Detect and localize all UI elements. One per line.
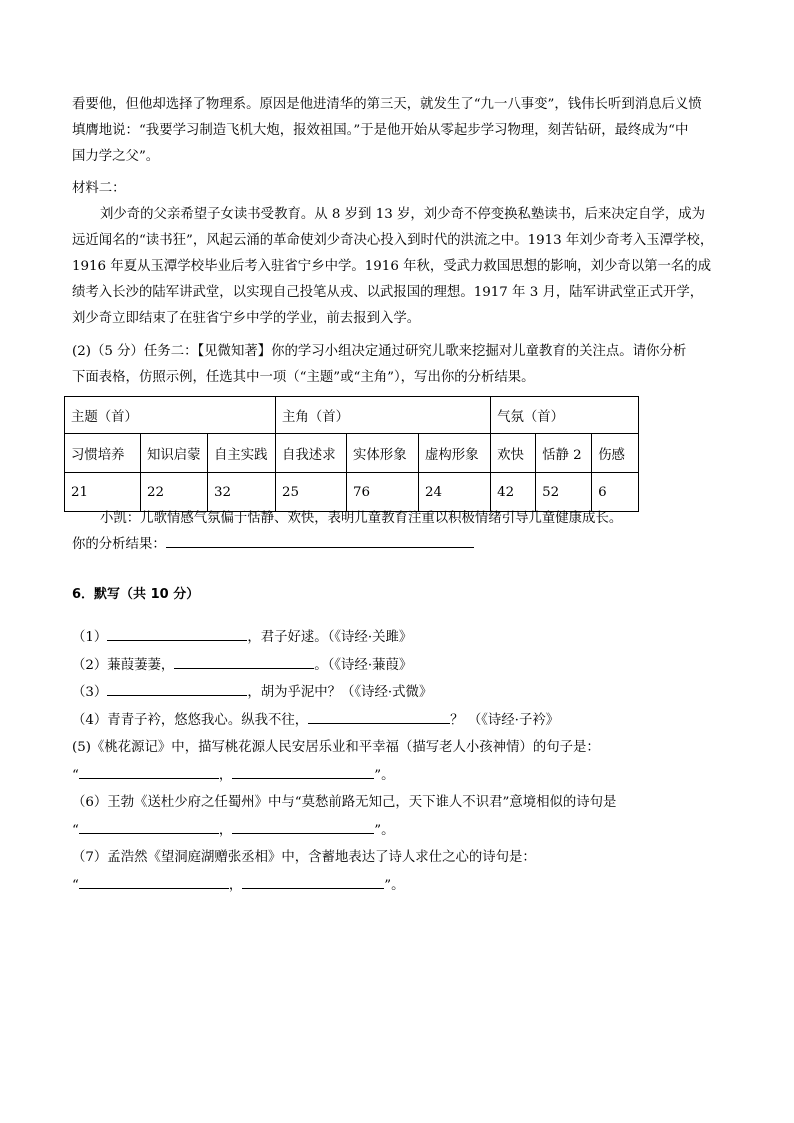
analysis-answer-blank[interactable]	[166, 533, 474, 548]
paragraph-line: 国力学之父”。	[72, 149, 160, 164]
question-6: （6）王勃《送杜少府之任蜀州》中与“莫愁前路无知己，天下谁人不识君”意境相似的诗句是	[72, 795, 617, 810]
paragraph-line: 绩考入长沙的陆军讲武堂，以实现自己投笔从戎、以武报国的理想。1917 年 3 月，陆军讲武堂正式开学，	[72, 285, 704, 300]
question-text: ，君子好逑。（《诗经·关雎》	[247, 630, 413, 645]
open-quote: “	[72, 822, 79, 838]
material-two	[72, 176, 722, 332]
answer-blank[interactable]	[308, 709, 450, 724]
paragraph-line: 看要他，但他却选择了物理系。原因是他进清华的第三天，就发生了“九一八事变”，钱伟长听到消息后义愤	[72, 97, 702, 112]
value-cell: 21	[65, 473, 141, 512]
question-5-answer	[72, 762, 722, 790]
dictation-questions	[72, 624, 722, 899]
comma: ，	[218, 767, 233, 783]
question-text: ？ （《诗经·子衿》	[450, 712, 560, 728]
comma: ，	[228, 877, 243, 893]
question-text: （2）蒹葭萋萋，	[72, 657, 175, 673]
header-cell: 欢快	[491, 434, 536, 473]
question-7: （7）孟浩然《望洞庭湖赠张丞相》中，含蓄地表达了诗人求仕之心的诗句是：	[72, 850, 536, 865]
answer-blank[interactable]	[174, 654, 314, 669]
value-cell: 76	[347, 473, 419, 512]
answer-blank[interactable]	[107, 626, 247, 641]
open-quote: “	[72, 767, 79, 783]
question-6-answer	[72, 817, 722, 845]
header-cell: 自主实践	[208, 434, 276, 473]
value-cell: 6	[592, 473, 639, 512]
question-text: ，胡为乎泥中？（《诗经·式微》	[247, 685, 433, 700]
value-cell: 25	[276, 473, 347, 512]
question-5: (5)《桃花源记》中，描写桃花源人民安居乐业和平幸福（描写老人小孩神情）的句子是：	[72, 740, 600, 755]
question-2	[72, 652, 722, 680]
answer-blank[interactable]	[107, 681, 247, 696]
answer-blank[interactable]	[232, 764, 374, 779]
answer-blank[interactable]	[79, 819, 219, 834]
section-six-title: 6．默写（共 10 分）	[72, 587, 200, 602]
question-label: （1）	[72, 630, 108, 645]
value-cell: 52	[536, 473, 592, 512]
value-cell: 24	[419, 473, 491, 512]
answer-blank[interactable]	[232, 819, 374, 834]
comma: ，	[218, 822, 233, 838]
example-line: 小凯：儿歌情感气氛偏于恬静、欢快，表明儿童教育注重以积极情绪引导儿童健康成长。	[100, 511, 623, 526]
task-two-line: (2)（5 分）任务二：【见微知著】你的学习小组决定通过研究儿歌来挖掘对儿童教育的关注点。请你分析	[72, 344, 687, 359]
analysis-answer-row	[72, 532, 722, 558]
question-7-answer	[72, 872, 722, 900]
paragraph-line: 刘少奇的父亲希望子女读书受教育。从 8 岁到 13 岁，刘少奇不停变换私塾读书，后来决定自学，成为	[100, 207, 705, 222]
question-text: 。（《诗经·蒹葭》	[314, 657, 413, 673]
task-two-prompt	[72, 339, 722, 391]
value-cell: 32	[208, 473, 276, 512]
paragraph-line: 刘少奇立即结束了在驻省宁乡中学的学业，前去报到入学。	[72, 311, 421, 326]
table-group-row	[65, 397, 639, 434]
group-atmosphere: 气氛（首）	[491, 397, 639, 434]
children-song-table	[64, 396, 639, 512]
value-cell: 42	[491, 473, 536, 512]
header-cell: 自我述求	[276, 434, 347, 473]
material-one-tail	[72, 92, 722, 170]
question-label: （3）	[72, 685, 108, 700]
question-text: （4）青青子衿，悠悠我心。纵我不往，	[72, 712, 309, 728]
header-cell: 恬静 2	[536, 434, 592, 473]
paragraph-line: 远近闻名的“读书狂”，风起云涌的革命使刘少奇决心投入到时代的洪流之中。1913 年刘少奇考入玉潭学校，	[72, 233, 714, 248]
open-quote: “	[72, 877, 79, 893]
question-4	[72, 707, 722, 735]
header-cell: 虚构形象	[419, 434, 491, 473]
header-cell: 实体形象	[347, 434, 419, 473]
question-3	[72, 679, 722, 707]
header-cell: 伤感	[592, 434, 639, 473]
task-two-line: 下面表格，仿照示例，任选其中一项（“主题”或“主角”），写出你的分析结果。	[72, 370, 535, 385]
close-quote: ”。	[374, 767, 395, 783]
value-cell: 22	[141, 473, 208, 512]
analysis-prompt: 你的分析结果：	[72, 537, 166, 552]
question-1	[72, 624, 722, 652]
close-quote: ”。	[384, 877, 405, 893]
example-and-answer	[72, 506, 722, 558]
table-header-row	[65, 434, 639, 473]
header-cell: 习惯培养	[65, 434, 141, 473]
group-protagonist: 主角（首）	[276, 397, 491, 434]
answer-blank[interactable]	[79, 764, 219, 779]
answer-blank[interactable]	[79, 874, 229, 889]
answer-blank[interactable]	[242, 874, 384, 889]
group-theme: 主题（首）	[65, 397, 276, 434]
paragraph-line: 填膺地说：“我要学习制造飞机大炮，报效祖国。”于是他开始从零起步学习物理，刻苦钻研，最终成为“中	[72, 123, 689, 138]
paragraph-line: 1916 年夏从玉潭学校毕业后考入驻省宁乡中学。1916 年秋，受武力救国思想的影响，刘少奇以第一名的成	[72, 259, 712, 274]
material-two-heading: 材料二：	[72, 181, 126, 196]
header-cell: 知识启蒙	[141, 434, 208, 473]
close-quote: ”。	[374, 822, 395, 838]
